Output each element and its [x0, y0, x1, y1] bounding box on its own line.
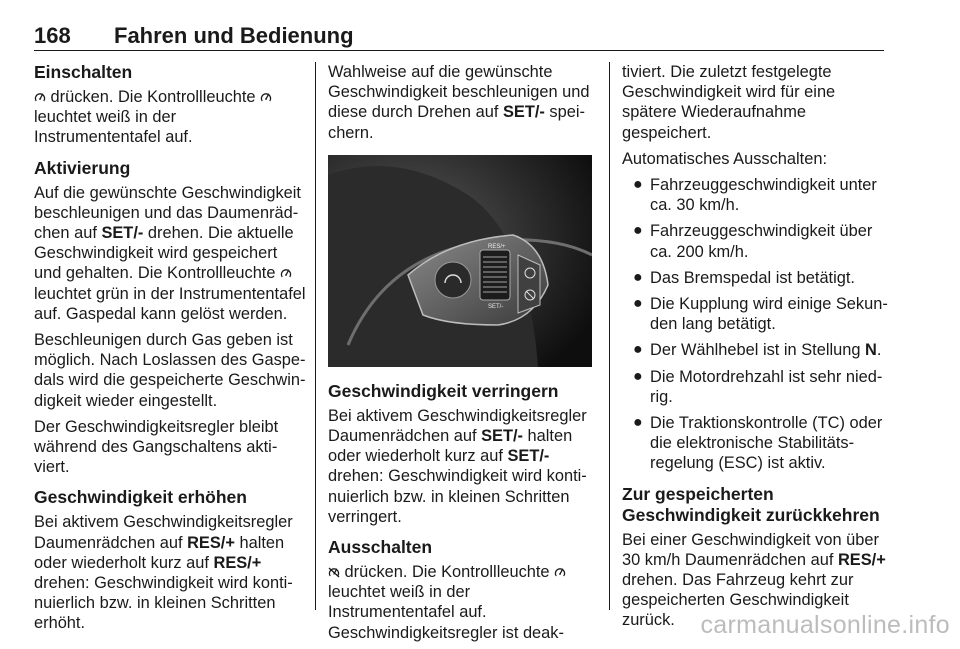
paragraph: Der Geschwindigkeitsregler bleibt während des Gangschaltens aktiviert. [34, 417, 279, 477]
section-heading-ausschalten: Ausschalten [328, 537, 433, 558]
list-item: ● Das Bremspedal ist betätigt. [633, 268, 855, 287]
bullet-icon: ● [633, 222, 643, 240]
bullet-icon: ● [633, 295, 643, 313]
paragraph: Bei aktivem Geschwindigkeitsregler Daumenrädchen auf RES/+ halten oder wiederholt kurz auf RES/+ drehen: Geschwindigkeit wird kontinuierlich bzw. in kleinen Schritten erhöht. [34, 513, 293, 633]
page-title: Fahren und Bedienung [114, 23, 354, 48]
page-number: 168 [34, 23, 71, 48]
paragraph: Beschleunigen durch Gas geben ist möglich. Nach Loslassen des Gaspedals wird die gespeicherte Geschwindigkeit wieder eingestellt. [34, 331, 306, 410]
section-heading-verringern: Geschwindigkeit verringern [328, 380, 559, 401]
paragraph: tiviert. Die zuletzt festgelegte Geschwindigkeit wird für eine spätere Wiederaufnahme gespeichert. [622, 63, 836, 142]
photo-label-res: RES/+ [488, 243, 506, 250]
list-item: ● Fahrzeuggeschwindigkeit unter ca. 30 km/h. [633, 176, 877, 215]
paragraph: Wahlweise auf die gewünschte Geschwindigkeit beschleunigen und diese durch Drehen auf SET/- speichern. [328, 63, 590, 142]
list-item: ● Die Traktionskontrolle (TC) oder die elektronische Stabilitätsregelung (ESC) ist aktiv. [633, 414, 883, 473]
paragraph: Auf die gewünschte Geschwindigkeit beschleunigen und das Daumenrädchen auf SET/- drehen. Die aktuelle Geschwindigkeit wird gespeichert und gehalten. Die Kontrollleuchte leuchtet grün in der Instrumententafel auf. Gaspedal kann gelöst werden. [34, 183, 306, 323]
paragraph: Bei einer Geschwindigkeit von über 30 km/h Daumenrädchen auf RES/+ drehen. Das Fahrzeug kehrt zur gespeicherten Geschwindigkeit zurück. [622, 530, 886, 630]
column-2 [328, 62, 592, 649]
bullet-list [622, 175, 890, 474]
list-item: ● Der Wählhebel ist in Stellung N. [633, 341, 882, 360]
list-item: ● Die Motordrehzahl ist sehr niedrig. [633, 367, 883, 406]
page-header [34, 24, 884, 51]
paragraph: Bei aktivem Geschwindigkeitsregler Daumenrädchen auf SET/- halten oder wiederholt kurz auf SET/- drehen: Geschwindigkeit wird kontinuierlich bzw. in kleinen Schritten verringert. [328, 406, 587, 526]
cruise-control-icon [34, 89, 46, 103]
watermark: carmanualsonline.info [700, 611, 950, 639]
bullet-icon: ● [633, 176, 643, 194]
paragraph: drücken. Die Kontrollleuchte leuchtet weiß in der Instrumententafel auf. [34, 87, 306, 148]
bullet-icon: ● [633, 414, 643, 432]
cruise-control-icon [554, 564, 566, 578]
cruise-control-icon [260, 89, 272, 103]
bullet-icon: ● [633, 341, 643, 359]
cruise-control-off-icon [328, 564, 340, 578]
cruise-control-icon [280, 265, 292, 279]
section-heading-einschalten: Einschalten [34, 62, 133, 82]
column-divider [315, 62, 316, 610]
list-item: ● Die Kupplung wird einige Sekunden lang betätigt. [633, 295, 888, 334]
paragraph: drücken. Die Kontrollleuchte leuchtet weiß in der Instrumententafel auf. Geschwindigkeitsregler ist deak- [328, 562, 592, 643]
section-heading-zurueckkehren: Zur gespeicherten Geschwindigkeit zurückkehren [622, 483, 880, 525]
list-item: ● Fahrzeuggeschwindigkeit über ca. 200 km/h. [633, 222, 873, 261]
column-divider [609, 62, 610, 610]
section-heading-aktivierung: Aktivierung [34, 157, 131, 178]
section-heading-erhoehen: Geschwindigkeit erhöhen [34, 487, 247, 508]
paragraph: Automatisches Ausschalten: [622, 149, 827, 168]
column-1 [34, 62, 306, 640]
bullet-icon: ● [633, 268, 643, 286]
bullet-icon: ● [633, 367, 643, 385]
steering-wheel-photo [328, 155, 592, 367]
column-3 [622, 62, 890, 637]
photo-label-set: SET/- [488, 303, 504, 310]
